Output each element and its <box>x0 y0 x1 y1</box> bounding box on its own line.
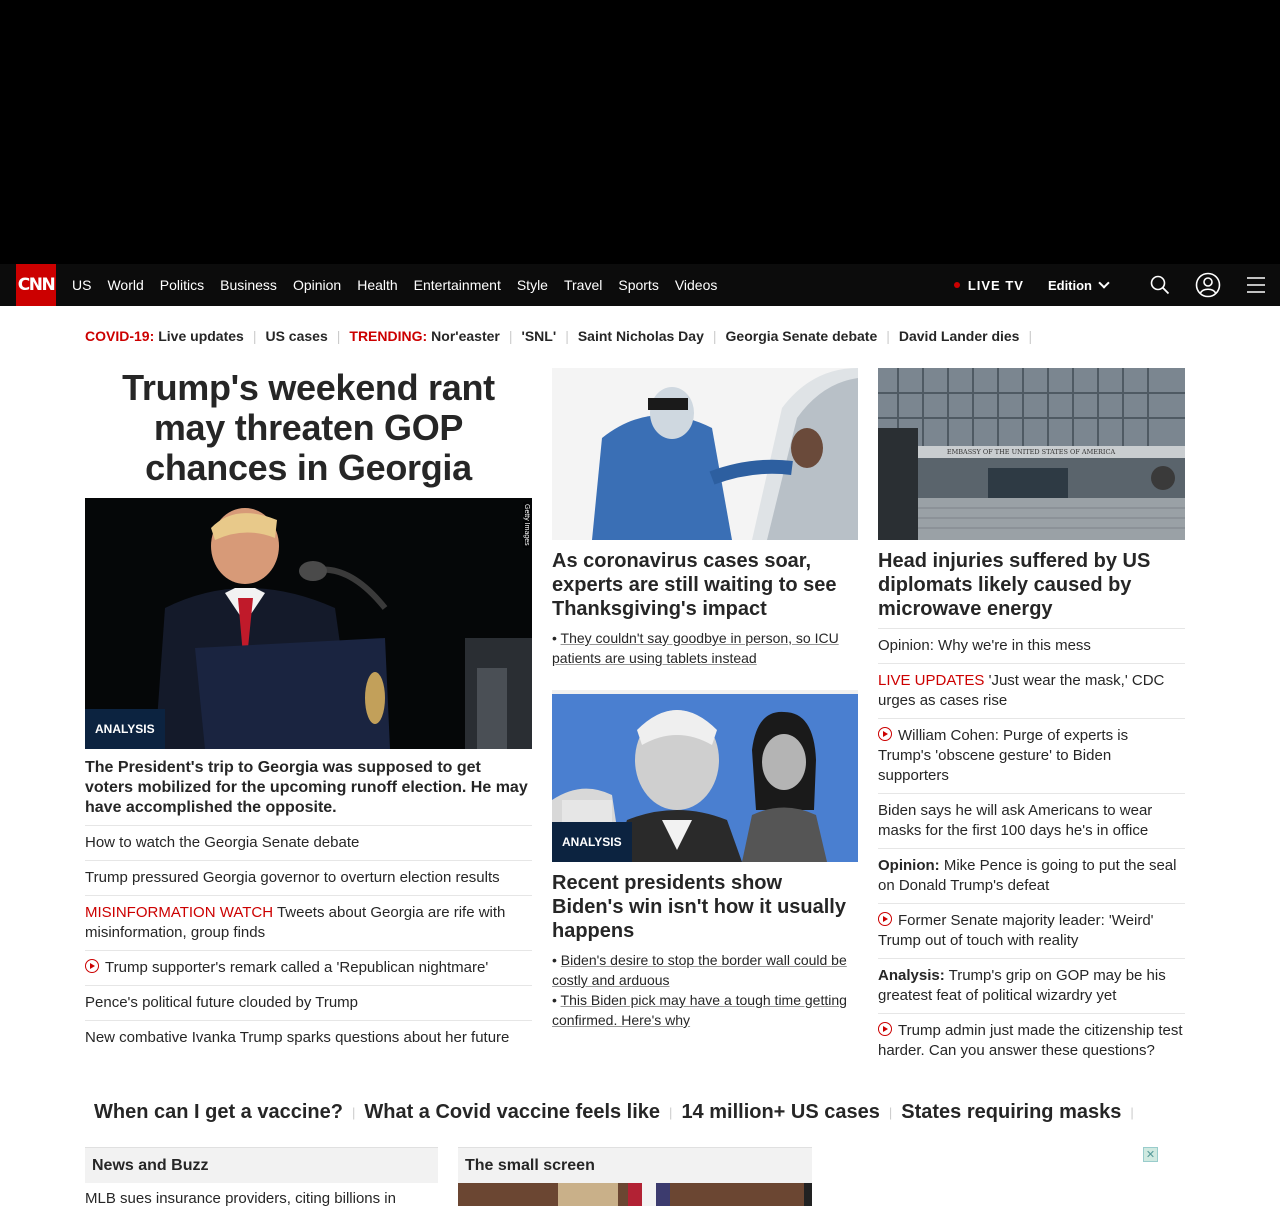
list-item[interactable] <box>85 985 532 1020</box>
list-item-text: Trump pressured Georgia governor to overturn election results <box>85 869 500 886</box>
search-icon[interactable] <box>1136 264 1184 306</box>
nav-us[interactable]: US <box>72 277 92 293</box>
divider: | <box>508 328 513 344</box>
list-item[interactable] <box>878 958 1185 1013</box>
list-item-text: Opinion: Why we're in this mess <box>878 637 1091 654</box>
main-story-column <box>85 368 532 1055</box>
play-video-icon <box>85 959 99 973</box>
biden-harris-photo[interactable] <box>552 690 858 862</box>
bullet-text: Biden's desire to stop the border wall could be costly and arduous <box>552 952 847 988</box>
coronavirus-testing-photo[interactable] <box>552 368 858 540</box>
nav-links <box>72 264 733 306</box>
play-video-icon <box>878 912 892 926</box>
divider: | <box>1130 1104 1134 1120</box>
list-item[interactable] <box>878 903 1185 958</box>
nav-opinion[interactable]: Opinion <box>292 277 342 293</box>
bullet-item[interactable]: • Biden's desire to stop the border wall could be costly and arduous <box>552 952 847 988</box>
divider: | <box>886 328 890 344</box>
embassy-sign: EMBASSY OF THE UNITED STATES OF AMERICA <box>946 448 1116 456</box>
live-updates-label: LIVE UPDATES <box>878 672 985 689</box>
list-item-text: Biden says he will ask Americans to wear masks for the first 100 days he's in office <box>878 802 1153 839</box>
list-item-text: 'Just wear the mask,' CDC urges as cases rise <box>878 672 1165 709</box>
divider: | <box>351 1104 356 1120</box>
list-item[interactable] <box>85 950 532 985</box>
coronavirus-bullets <box>552 628 858 668</box>
chevron-down-icon <box>1098 277 1109 288</box>
list-item-text: Trump admin just made the citizenship test harder. Can you answer these questions? <box>878 1022 1183 1059</box>
list-item[interactable] <box>878 848 1185 903</box>
nav-right <box>954 264 1280 306</box>
list-item[interactable] <box>878 663 1185 718</box>
play-video-icon <box>878 1022 892 1036</box>
related-stories-list <box>85 825 532 1055</box>
nav-politics[interactable]: Politics <box>159 277 205 293</box>
list-item-text: Pence's political future clouded by Trump <box>85 994 359 1011</box>
trending-label: TRENDING: <box>349 328 428 344</box>
list-item[interactable] <box>85 860 532 895</box>
nav-business[interactable]: Business <box>220 277 277 293</box>
photo-credit: Getty Images <box>523 504 530 546</box>
trump-photo[interactable] <box>85 498 532 749</box>
list-item[interactable] <box>85 895 532 950</box>
list-item[interactable] <box>85 825 532 860</box>
list-item[interactable] <box>85 1020 532 1055</box>
list-item[interactable] <box>878 793 1185 848</box>
bullet-text: This Biden pick may have a tough time getting confirmed. Here's why <box>552 992 847 1028</box>
trending-bar <box>85 326 1041 346</box>
list-item[interactable] <box>878 628 1185 663</box>
divider: | <box>712 328 717 344</box>
ad-banner-area <box>0 0 1280 264</box>
top-nav <box>0 264 1280 306</box>
trend-noreaster[interactable]: Nor'easter <box>431 328 500 344</box>
nav-health[interactable]: Health <box>357 277 398 293</box>
divider: | <box>336 328 341 344</box>
misinformation-watch-label: MISINFORMATION WATCH <box>85 904 274 921</box>
menu-icon[interactable] <box>1232 264 1280 306</box>
trend-saint-nicholas[interactable]: Saint Nicholas Day <box>577 328 704 344</box>
list-item-text: How to watch the Georgia Senate debate <box>85 834 360 851</box>
divider: | <box>1028 328 1033 344</box>
embassy-photo[interactable] <box>878 368 1185 540</box>
nav-travel[interactable]: Travel <box>563 277 603 293</box>
analysis-badge: ANALYSIS <box>85 709 165 749</box>
edition-label: Edition <box>1047 277 1092 293</box>
list-item-text: Trump supporter's remark called a 'Republican nightmare' <box>105 959 489 976</box>
trend-david-lander[interactable]: David Lander dies <box>898 328 1020 344</box>
bullet-item[interactable]: • This Biden pick may have a tough time getting confirmed. Here's why <box>552 992 847 1028</box>
list-item-text: New combative Ivanka Trump sparks questions about her future <box>85 1029 510 1046</box>
opinion-label: Opinion: <box>878 857 940 874</box>
news-buzz-first-item[interactable]: MLB sues insurance providers, citing billions in <box>85 1190 396 1207</box>
edition-selector[interactable] <box>1048 278 1108 293</box>
account-icon[interactable] <box>1184 264 1232 306</box>
divider: | <box>565 328 569 344</box>
news-buzz-header: News and Buzz <box>85 1147 438 1183</box>
small-screen-photo[interactable] <box>458 1183 812 1206</box>
list-item-text: Trump's grip on GOP may be his greatest feat of political wizardry yet <box>878 967 1166 1004</box>
vaccine-link[interactable]: When can I get a vaccine? <box>94 1100 343 1123</box>
bullet-item[interactable]: • They couldn't say goodbye in person, so ICU patients are using tablets instead <box>552 630 839 666</box>
nav-world[interactable]: World <box>107 277 144 293</box>
diplomats-headline[interactable]: Head injuries suffered by US diplomats likely caused by microwave energy <box>878 550 1151 620</box>
divider: | <box>252 328 257 344</box>
list-item-text: Tweets about Georgia are rife with misinformation, group finds <box>85 904 506 941</box>
live-tv-link[interactable] <box>954 278 1024 293</box>
middle-column <box>552 368 858 1030</box>
biden-bullets <box>552 950 858 1030</box>
cnn-logo[interactable]: CNN <box>16 264 56 306</box>
biden-headline[interactable]: Recent presidents show Biden's win isn't how it usually happens <box>552 872 846 942</box>
list-item-text: Former Senate majority leader: 'Weird' Trump out of touch with reality <box>878 912 1154 949</box>
us-cases-link[interactable]: 14 million+ US cases <box>681 1100 880 1123</box>
vaccine-links-row <box>94 1100 1143 1124</box>
play-video-icon <box>878 727 892 741</box>
nav-style[interactable]: Style <box>516 277 548 293</box>
divider: | <box>669 1104 673 1120</box>
covid-label: COVID-19: <box>85 328 155 344</box>
nav-videos[interactable]: Videos <box>674 277 718 293</box>
right-stories-list <box>878 628 1185 1068</box>
ad-close-icon[interactable]: ✕ <box>1143 1147 1158 1162</box>
analysis-badge: ANALYSIS <box>552 822 632 862</box>
bullet-text: They couldn't say goodbye in person, so ICU patients are using tablets instead <box>552 630 839 666</box>
trend-snl[interactable]: 'SNL' <box>521 328 557 344</box>
live-dot-icon <box>954 282 960 288</box>
main-headline[interactable]: Trump's weekend rant may threaten GOP chances in Georgia <box>122 367 495 488</box>
trend-us-cases[interactable]: US cases <box>265 328 328 344</box>
coronavirus-headline[interactable]: As coronavirus cases soar, experts are still waiting to see Thanksgiving's impact <box>552 550 837 620</box>
lead-story-summary[interactable]: The President's trip to Georgia was supposed to get voters mobilized for the upcoming runoff election. He may have accomplished the opposite. <box>85 759 528 816</box>
live-tv-label: LIVE TV <box>967 277 1024 293</box>
list-item[interactable] <box>878 718 1185 793</box>
analysis-label: Analysis: <box>878 967 945 984</box>
vaccine-feels-link[interactable]: What a Covid vaccine feels like <box>364 1100 661 1123</box>
right-column <box>878 368 1185 1068</box>
divider: | <box>888 1104 893 1120</box>
small-screen-header: The small screen <box>458 1147 812 1183</box>
list-item-text: William Cohen: Purge of experts is Trump's 'obscene gesture' to Biden supporters <box>878 727 1129 784</box>
nav-sports[interactable]: Sports <box>618 277 659 293</box>
list-item[interactable] <box>878 1013 1185 1068</box>
masks-link[interactable]: States requiring masks <box>901 1100 1122 1123</box>
list-item-text: Mike Pence is going to put the seal on Donald Trump's defeat <box>878 857 1177 894</box>
trend-live-updates[interactable]: Live updates <box>158 328 244 344</box>
nav-entertainment[interactable]: Entertainment <box>413 277 501 293</box>
trend-senate-debate[interactable]: Georgia Senate debate <box>725 328 878 344</box>
